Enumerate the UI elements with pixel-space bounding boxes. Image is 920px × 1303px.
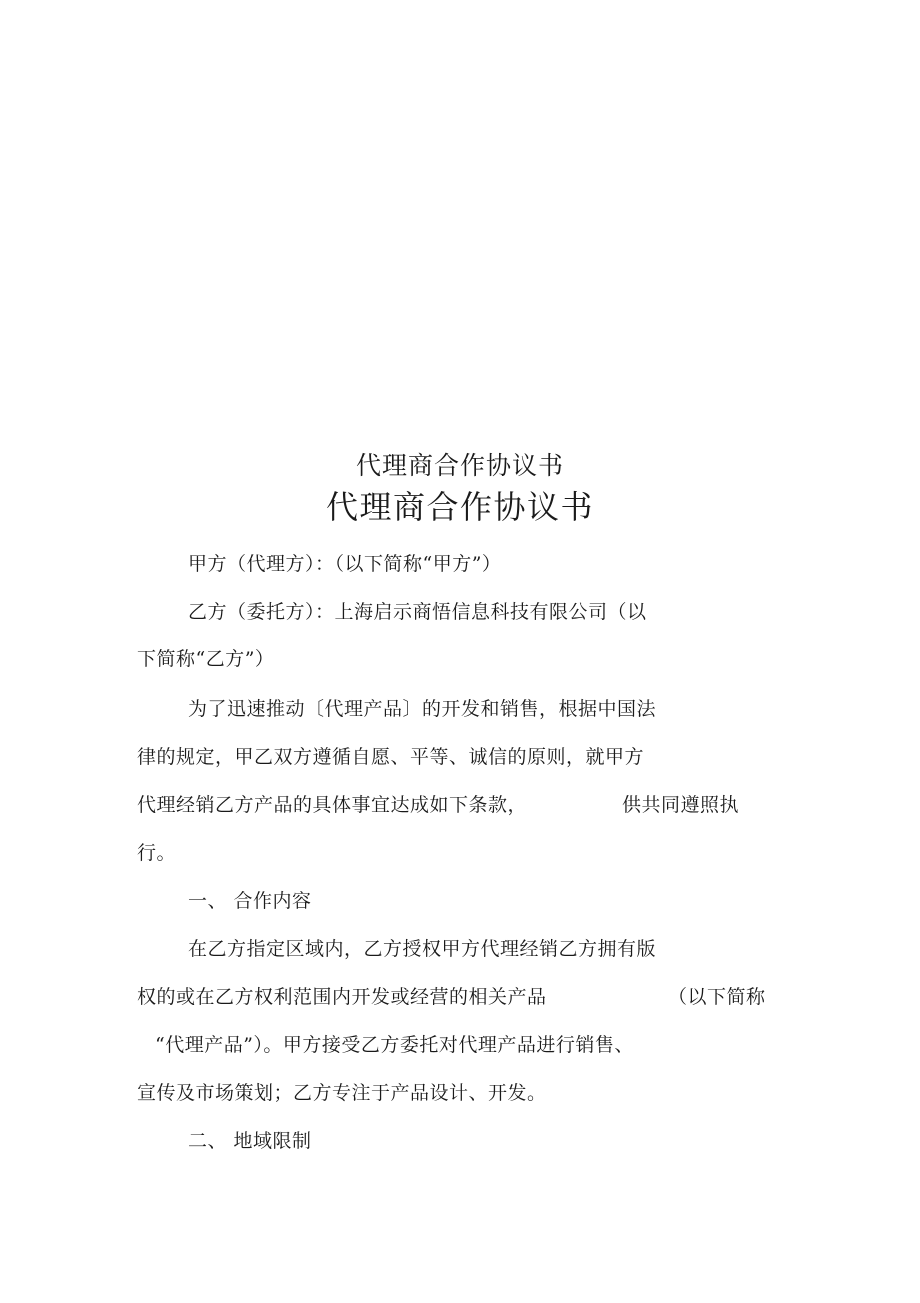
document-title-small: 代理商合作协议书 — [355, 451, 564, 480]
section-1-line-4: 宣传及市场策划；乙方专注于产品设计、开发。 — [137, 1082, 547, 1104]
intro-line-4: 行。 — [137, 842, 177, 864]
section-1-line-2b: （以下简称 — [668, 986, 766, 1008]
intro-line-3a: 代理经销乙方产品的具体事宜达成如下条款， — [137, 794, 528, 816]
intro-line-3b: 供共同遵照执 — [622, 794, 740, 816]
party-b-line-2: 下简称“乙方”） — [137, 648, 275, 670]
section-1-line-3: “代理产品”）。甲方接受乙方委托对代理产品进行销售、 — [155, 1034, 634, 1056]
section-2-heading: 二、 地域限制 — [188, 1130, 312, 1152]
party-a-line: 甲方（代理方）：（以下简称“甲方”） — [188, 553, 502, 575]
party-b-line-1: 乙方（委托方）：上海启示商悟信息科技有限公司（以 — [188, 601, 647, 623]
document-title: 代理商合作协议书 — [325, 488, 594, 526]
intro-line-2: 律的规定，甲乙双方遵循自愿、平等、诚信的原则，就甲方 — [137, 746, 645, 768]
section-1-line-1: 在乙方指定区域内，乙方授权甲方代理经销乙方拥有版 — [188, 938, 657, 960]
intro-line-1: 为了迅速推动〔代理产品〕的开发和销售，根据中国法 — [188, 698, 657, 720]
section-1-line-2a: 权的或在乙方权利范围内开发或经营的相关产品 — [137, 986, 547, 1008]
section-1-heading: 一、 合作内容 — [188, 890, 312, 912]
